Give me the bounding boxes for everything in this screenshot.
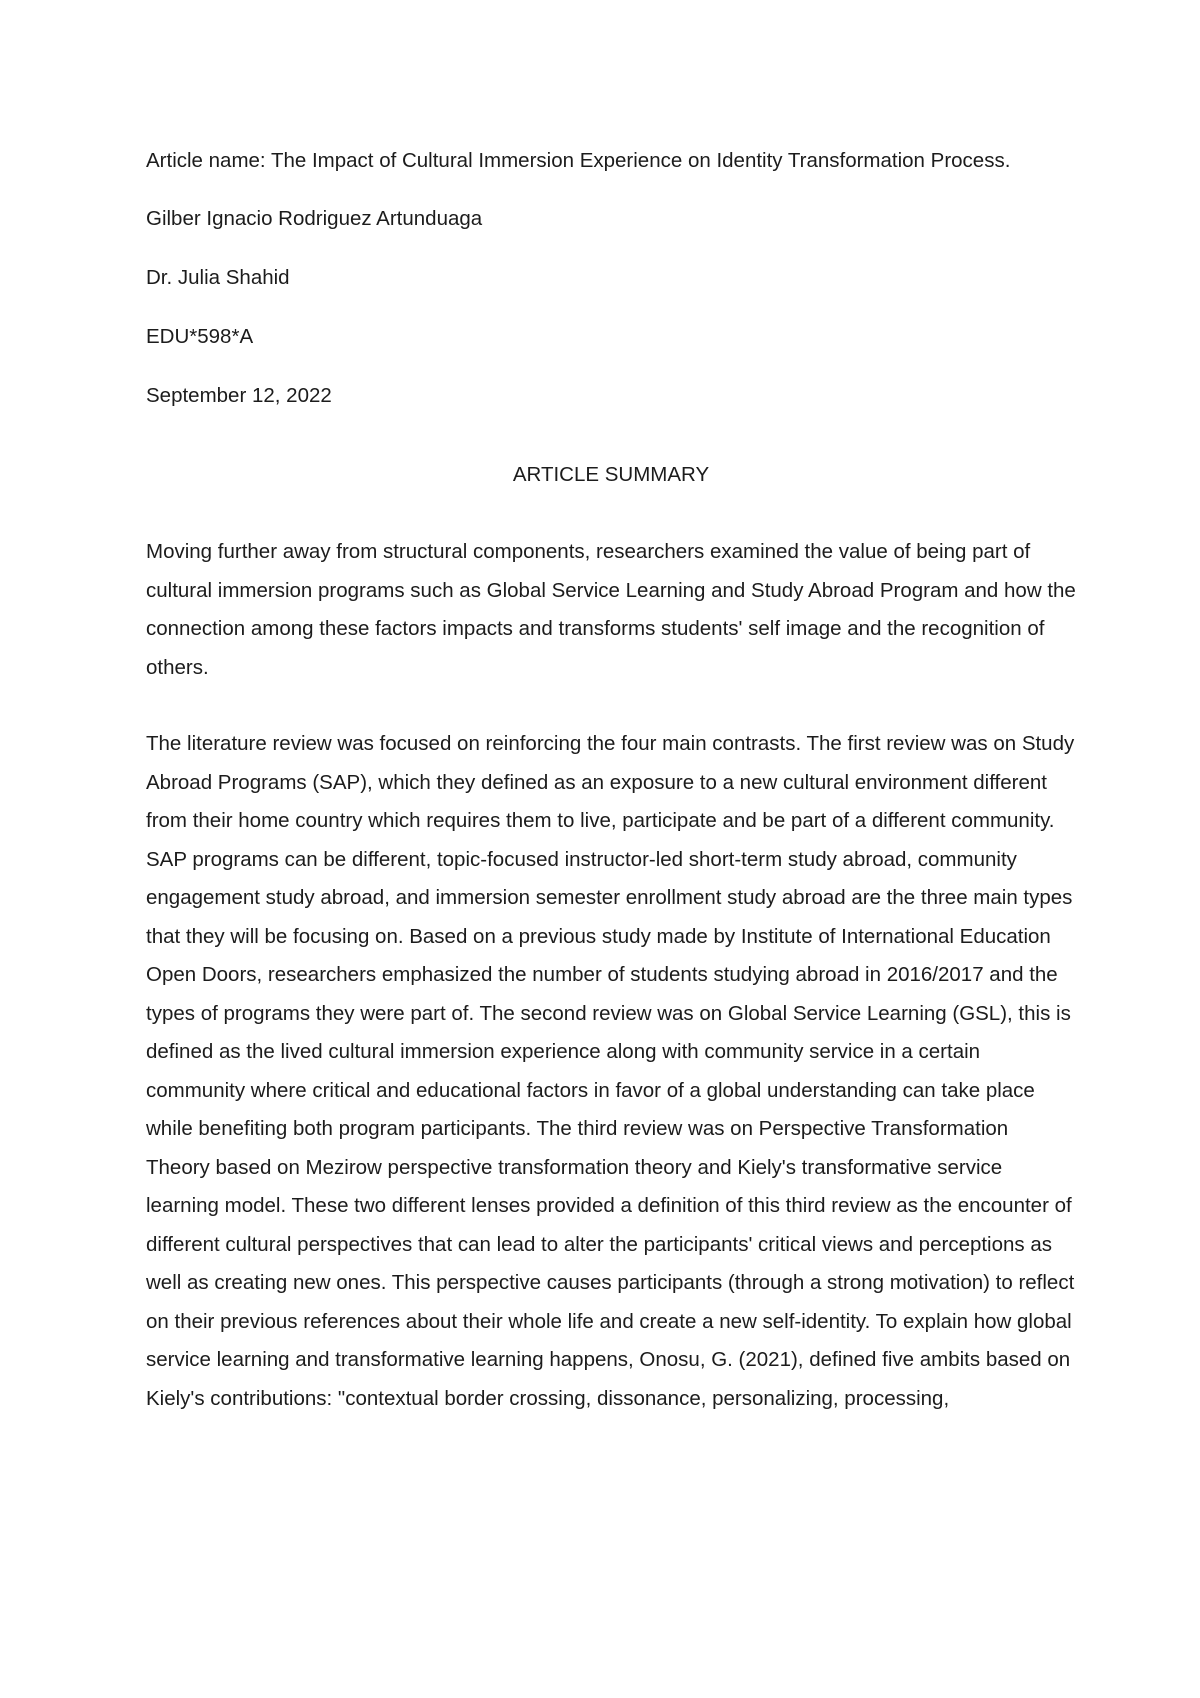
course-code: EDU*598*A <box>146 325 254 348</box>
document-date: September 12, 2022 <box>146 384 332 407</box>
body-paragraph-1: Moving further away from structural components, researchers examined the value of being part of cultural immersion programs such as Global Service Learning and Study Abroad Program and how the connection among these factors impacts and transforms students' self image and the recognition of others. <box>146 540 1076 679</box>
author-name: Gilber Ignacio Rodriguez Artunduaga <box>146 207 483 230</box>
article-name: Article name: The Impact of Cultural Immersion Experience on Identity Transformation Process. <box>146 149 1011 172</box>
document-content <box>146 146 1076 1418</box>
instructor-name: Dr. Julia Shahid <box>146 266 290 289</box>
body-paragraph-2: The literature review was focused on reinforcing the four main contrasts. The first review was on Study Abroad Programs (SAP), which they defined as an exposure to a new cultural environment different from their home country which requires them to live, participate and be part of a different community. SAP programs can be different, topic-focused instructor-led short-term study abroad, community engagement study abroad, and immersion semester enrollment study abroad are the three main types that they will be focusing on. Based on a previous study made by Institute of International Education Open Doors, researchers emphasized the number of students studying abroad in 2016/2017 and the types of programs they were part of. The second review was on Global Service Learning (GSL), this is defined as the lived cultural immersion experience along with community service in a certain community where critical and educational factors in favor of a global understanding can take place while benefiting both program participants. The third review was on Perspective Transformation Theory based on Mezirow perspective transformation theory and Kiely's transformative service learning model. These two different lenses provided a definition of this third review as the encounter of different cultural perspectives that can lead to alter the participants' critical views and perceptions as well as creating new ones. This perspective causes participants (through a strong motivation) to reflect on their previous references about their whole life and create a new self-identity. To explain how global service learning and transformative learning happens, Onosu, G. (2021), defined five ambits based on Kiely's contributions: "contextual border crossing, dissonance, personalizing, processing, <box>146 732 1075 1410</box>
section-heading: ARTICLE SUMMARY <box>512 463 710 486</box>
